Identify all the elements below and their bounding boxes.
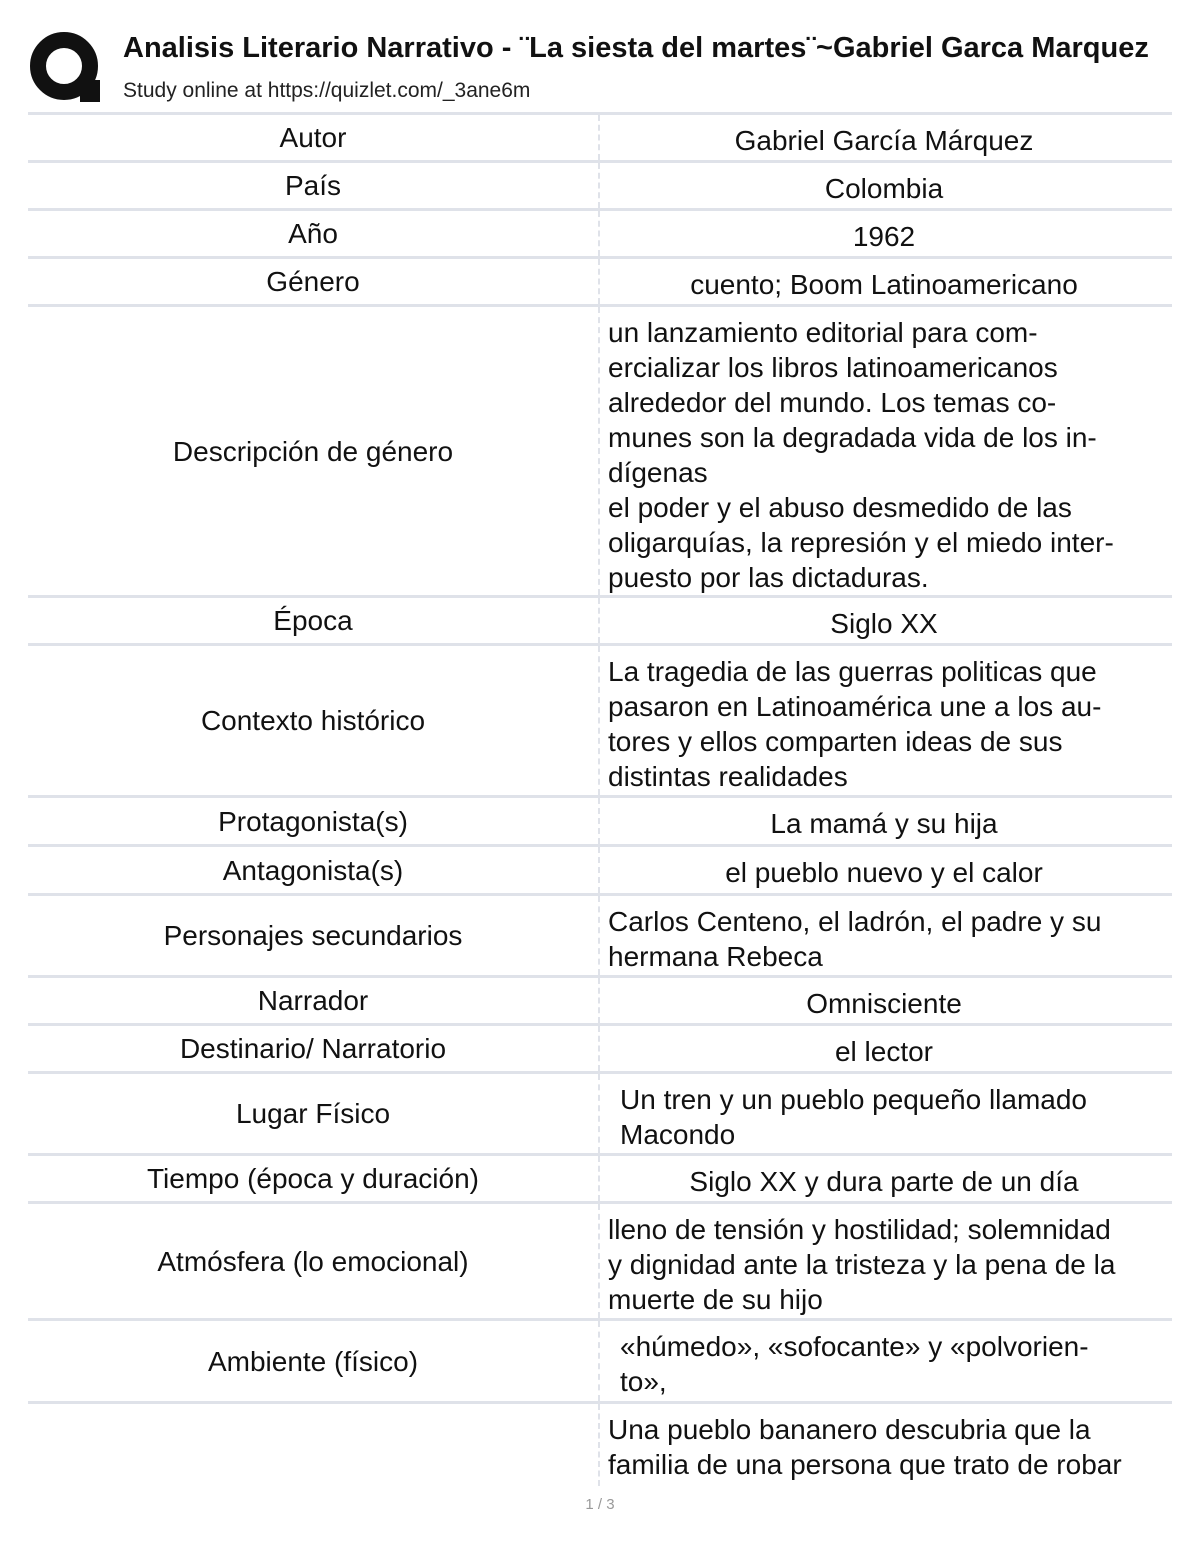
definition-cell: La tragedia de las guerras politicas que pasaron en Latinoamérica une a los au- tores y ellos comparten ideas de sus distintas realidades xyxy=(608,656,1102,792)
definition-cell: lleno de tensión y hostilidad; solemnidad y dignidad ante la tristeza y la pena de la muerte de su hijo xyxy=(608,1214,1116,1315)
table-row xyxy=(28,643,1172,795)
definition-cell: Una pueblo bananero descubria que la familia de una persona que trato de robar xyxy=(608,1414,1122,1480)
definition-cell: Un tren y un pueblo pequeño llamado Macondo xyxy=(620,1084,1088,1150)
definition-cell: cuento; Boom Latinoamericano xyxy=(690,269,1078,300)
table-row xyxy=(28,304,1172,595)
table-row xyxy=(28,1201,1172,1318)
definition-cell: La mamá y su hija xyxy=(770,808,998,839)
term-cell: Lugar Físico xyxy=(28,1074,600,1153)
definition-cell: Siglo XX xyxy=(830,608,938,639)
document-title: Analisis Literario Narrativo - ¨La siesta del martes¨~Gabriel Garca Marquez xyxy=(123,32,1149,64)
definition-cell: Omnisciente xyxy=(806,988,962,1019)
table-row xyxy=(28,160,1172,208)
table-row xyxy=(28,1071,1172,1153)
term-cell: Género xyxy=(28,259,600,304)
definition-cell: 1962 xyxy=(852,221,916,252)
quizlet-logo-icon xyxy=(28,30,104,106)
term-cell: Antagonista(s) xyxy=(28,847,600,893)
table-row xyxy=(28,975,1172,1023)
term-cell: Descripción de género xyxy=(28,307,600,595)
term-cell: Época xyxy=(28,598,600,643)
table-row xyxy=(28,844,1172,893)
term-cell: País xyxy=(28,163,600,208)
definition-cell: Colombia xyxy=(824,173,944,204)
definition-cell: Siglo XX y dura parte de un día xyxy=(689,1166,1079,1197)
definition-cell: «húmedo», «sofocante» y «polvorien- to», xyxy=(620,1331,1089,1397)
term-cell xyxy=(28,1404,600,1486)
term-cell: Narrador xyxy=(28,978,600,1023)
definition-cell: Carlos Centeno, el ladrón, el padre y su hermana Rebeca xyxy=(608,906,1102,972)
study-online-link[interactable]: Study online at https://quizlet.com/_3ane6m xyxy=(123,79,531,102)
flashcard-table xyxy=(28,112,1172,1486)
page-number: 1 / 3 xyxy=(585,1496,615,1513)
term-cell: Ambiente (físico) xyxy=(28,1321,600,1401)
table-row xyxy=(28,256,1172,304)
table-row xyxy=(28,1023,1172,1071)
term-cell: Tiempo (época y duración) xyxy=(28,1156,600,1201)
term-cell: Año xyxy=(28,211,600,256)
table-row xyxy=(28,893,1172,975)
definition-cell: el lector xyxy=(834,1036,934,1067)
table-row xyxy=(28,112,1172,160)
term-cell: Contexto histórico xyxy=(28,646,600,795)
table-row xyxy=(28,1401,1172,1486)
term-cell: Personajes secundarios xyxy=(28,896,600,975)
term-cell: Autor xyxy=(28,115,600,160)
table-row xyxy=(28,595,1172,643)
term-cell: Destinario/ Narratorio xyxy=(28,1026,600,1071)
definition-cell: el pueblo nuevo y el calor xyxy=(725,857,1043,888)
table-row xyxy=(28,1153,1172,1201)
definition-cell: un lanzamiento editorial para com- ercializar los libros latinoamericanos alrededor del mundo. Los temas co- munes son la degradada vida de los in- dígenas el poder y el abuso desmedido de las oligarquías, la represión y el miedo inter- puesto por las dictaduras. xyxy=(608,317,1114,593)
term-cell: Atmósfera (lo emocional) xyxy=(28,1204,600,1318)
table-row xyxy=(28,208,1172,256)
term-cell: Protagonista(s) xyxy=(28,798,600,844)
table-row xyxy=(28,1318,1172,1401)
definition-cell: Gabriel García Márquez xyxy=(734,125,1034,156)
table-row xyxy=(28,795,1172,844)
